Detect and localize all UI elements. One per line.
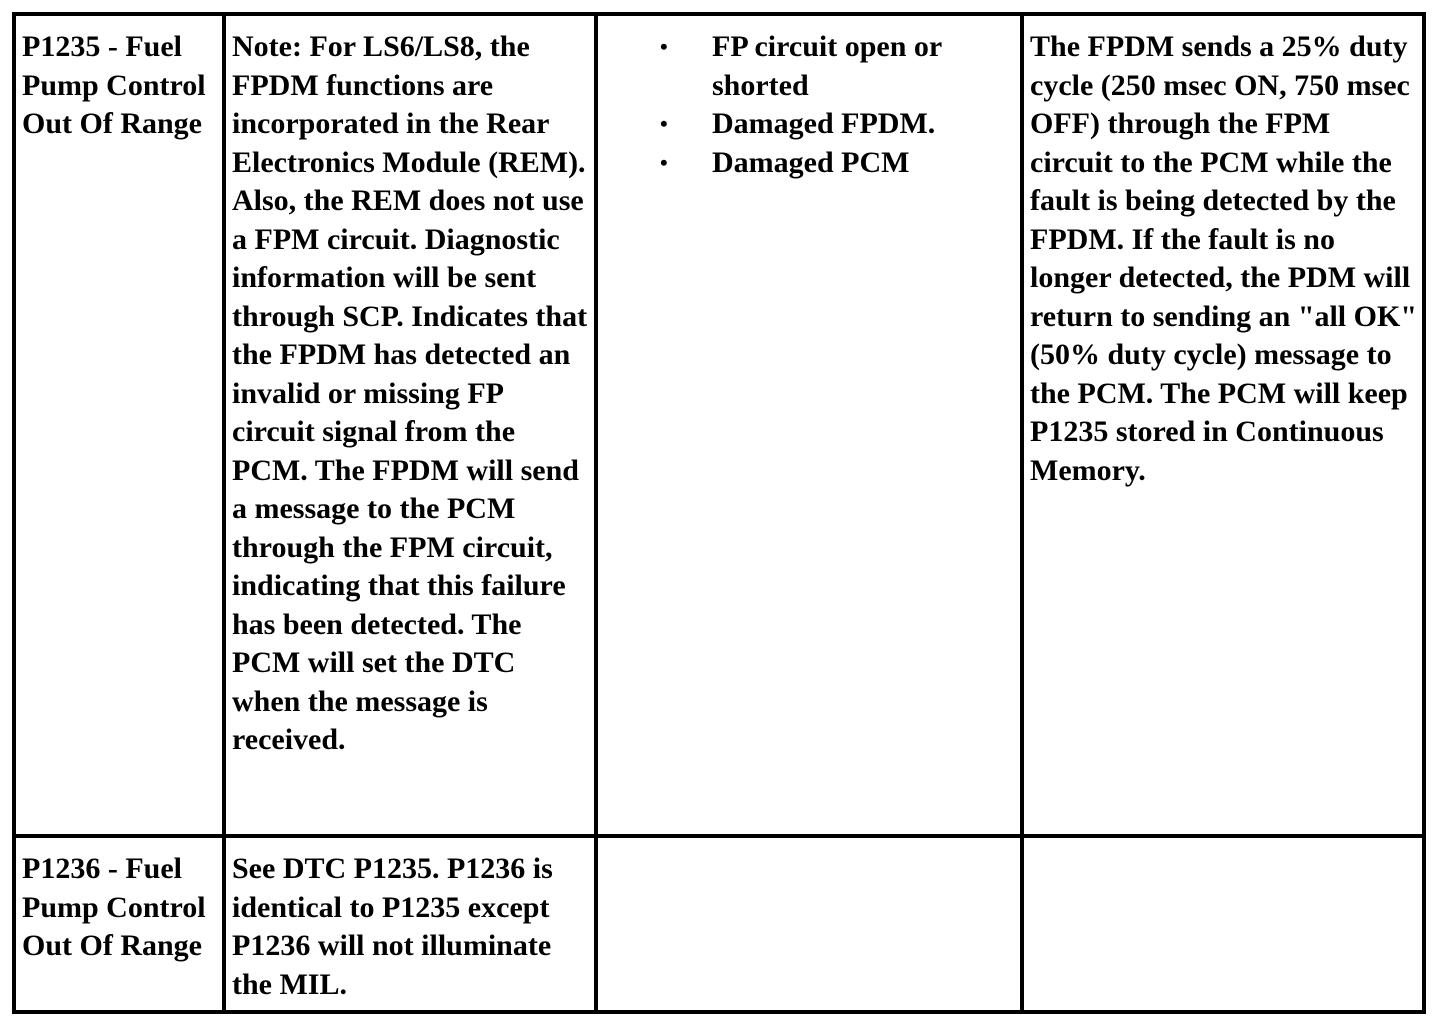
dtc-description: Note: For LS6/LS8, the FPDM functions are incorporated in the Rear Electronics Module (REM). Also, the REM does not use a FPM circuit. Diagnostic information will be sent through SCP. Indicates that the FPDM has detected an invalid or missing FP circuit signal from the PCM. The FPDM will send a message to the PCM through the FPM circuit, indicating that this failure has been detected. The PCM will set the DTC when the message is received. — [232, 30, 588, 756]
cause-text: Damaged FPDM. — [712, 107, 936, 140]
description-cell — [224, 836, 596, 1012]
diagnostic-action: The FPDM sends a 25% duty cycle (250 msec ON, 750 msec OFF) through the FPM circuit to the PCM while the fault is being detected by the FPDM. If the fault is no longer detected, the PDM will return to sending an "all OK" (50% duty cycle) message to the PCM. The PCM will keep P1235 stored in Continuous Memory. — [1030, 30, 1417, 487]
cause-text: FP circuit open or shorted — [712, 30, 942, 102]
bullet-icon: • — [660, 34, 668, 59]
dtc-description: See DTC P1235. P1236 is identical to P1235 except P1236 will not illuminate the MIL. — [232, 852, 553, 1001]
possible-causes-cell — [596, 14, 1022, 836]
bullet-icon: • — [660, 111, 668, 136]
dtc-code-cell — [14, 836, 224, 1012]
list-item — [604, 28, 1016, 105]
diagnostic-action-cell — [1022, 836, 1424, 1012]
dtc-code: P1236 - Fuel Pump Control Out Of Range — [22, 852, 206, 962]
list-item — [604, 144, 1016, 183]
table-row — [14, 14, 1424, 836]
possible-causes-cell — [596, 836, 1022, 1012]
list-item — [604, 105, 1016, 144]
table-row — [14, 836, 1424, 1012]
bullet-icon: • — [660, 149, 668, 175]
dtc-code-cell — [14, 14, 224, 836]
description-cell — [224, 14, 596, 836]
dtc-table — [12, 12, 1426, 1014]
dtc-code: P1235 - Fuel Pump Control Out Of Range — [22, 30, 206, 140]
diagnostic-action-cell — [1022, 14, 1424, 836]
cause-text: Damaged PCM — [712, 145, 910, 179]
possible-causes-list — [604, 28, 1016, 182]
